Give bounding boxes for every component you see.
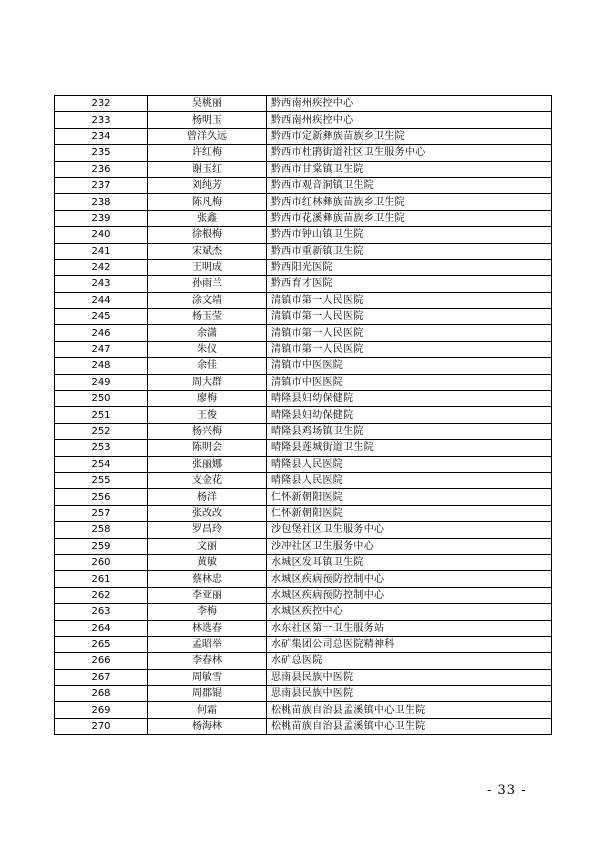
table-row bbox=[55, 407, 552, 423]
organization-cell: 黔西市定新彝族苗族乡卫生院 bbox=[267, 128, 552, 144]
table-row bbox=[55, 554, 552, 570]
person-name-cell: 王俊 bbox=[148, 407, 267, 423]
organization-cell: 黔西南州疾控中心 bbox=[267, 112, 552, 128]
row-number-cell: 237 bbox=[55, 177, 148, 193]
row-number-cell: 240 bbox=[55, 227, 148, 243]
organization-cell: 清镇市第一人民医院 bbox=[267, 292, 552, 308]
table-row bbox=[55, 472, 552, 488]
table-row bbox=[55, 718, 552, 734]
organization-cell: 清镇市中医医院 bbox=[267, 358, 552, 374]
organization-cell: 晴隆县妇幼保健院 bbox=[267, 407, 552, 423]
person-name-cell: 杨明玉 bbox=[148, 112, 267, 128]
row-number-cell: 259 bbox=[55, 538, 148, 554]
table-row bbox=[55, 145, 552, 161]
row-number-cell: 233 bbox=[55, 112, 148, 128]
table-row bbox=[55, 177, 552, 193]
person-name-cell: 余佳 bbox=[148, 358, 267, 374]
row-number-cell: 235 bbox=[55, 145, 148, 161]
organization-cell: 黔西南州疾控中心 bbox=[267, 96, 552, 112]
organization-cell: 黔西阳光医院 bbox=[267, 259, 552, 275]
person-name-cell: 李梅 bbox=[148, 604, 267, 620]
organization-cell: 晴隆县莲城街道卫生院 bbox=[267, 440, 552, 456]
row-number-cell: 256 bbox=[55, 489, 148, 505]
row-number-cell: 251 bbox=[55, 407, 148, 423]
row-number-cell: 239 bbox=[55, 210, 148, 226]
organization-cell: 黔西育才医院 bbox=[267, 276, 552, 292]
table-row bbox=[55, 194, 552, 210]
table-row bbox=[55, 653, 552, 669]
row-number-cell: 257 bbox=[55, 505, 148, 521]
person-name-cell: 何霜 bbox=[148, 702, 267, 718]
organization-cell: 水东社区第一卫生服务站 bbox=[267, 620, 552, 636]
person-name-cell: 杨兴梅 bbox=[148, 423, 267, 439]
row-number-cell: 264 bbox=[55, 620, 148, 636]
table-row bbox=[55, 161, 552, 177]
table-row bbox=[55, 571, 552, 587]
table-row bbox=[55, 620, 552, 636]
table-row bbox=[55, 96, 552, 112]
table-row bbox=[55, 128, 552, 144]
person-name-cell: 周大群 bbox=[148, 374, 267, 390]
row-number-cell: 242 bbox=[55, 259, 148, 275]
organization-cell: 仁怀新朝阳医院 bbox=[267, 489, 552, 505]
person-name-cell: 张丽娜 bbox=[148, 456, 267, 472]
row-number-cell: 269 bbox=[55, 702, 148, 718]
person-name-cell: 李亚丽 bbox=[148, 587, 267, 603]
organization-cell: 思南县民族中医院 bbox=[267, 686, 552, 702]
table-row bbox=[55, 210, 552, 226]
organization-cell: 黔西市杜鹃街道社区卫生服务中心 bbox=[267, 145, 552, 161]
person-name-cell: 涂文靖 bbox=[148, 292, 267, 308]
table-row bbox=[55, 391, 552, 407]
organization-cell: 清镇市第一人民医院 bbox=[267, 325, 552, 341]
organization-cell: 松桃苗族自治县孟溪镇中心卫生院 bbox=[267, 718, 552, 734]
table-row bbox=[55, 686, 552, 702]
person-name-cell: 蔡林忠 bbox=[148, 571, 267, 587]
row-number-cell: 234 bbox=[55, 128, 148, 144]
organization-cell: 松桃苗族自治县孟溪镇中心卫生院 bbox=[267, 702, 552, 718]
roster-table bbox=[54, 95, 552, 735]
organization-cell: 晴隆县鸡场镇卫生院 bbox=[267, 423, 552, 439]
person-name-cell: 黄敏 bbox=[148, 554, 267, 570]
page-number: - 33 - bbox=[487, 783, 527, 798]
table-row bbox=[55, 341, 552, 357]
row-number-cell: 250 bbox=[55, 391, 148, 407]
table-row bbox=[55, 227, 552, 243]
row-number-cell: 252 bbox=[55, 423, 148, 439]
table-row bbox=[55, 636, 552, 652]
person-name-cell: 张鑫 bbox=[148, 210, 267, 226]
organization-cell: 清镇市第一人民医院 bbox=[267, 309, 552, 325]
organization-cell: 黔西市重新镇卫生院 bbox=[267, 243, 552, 259]
row-number-cell: 238 bbox=[55, 194, 148, 210]
roster-table-body bbox=[55, 96, 552, 735]
organization-cell: 清镇市第一人民医院 bbox=[267, 341, 552, 357]
row-number-cell: 260 bbox=[55, 554, 148, 570]
organization-cell: 黔西市钟山镇卫生院 bbox=[267, 227, 552, 243]
person-name-cell: 朱仪 bbox=[148, 341, 267, 357]
organization-cell: 水矿集团公司总医院精神科 bbox=[267, 636, 552, 652]
row-number-cell: 232 bbox=[55, 96, 148, 112]
row-number-cell: 254 bbox=[55, 456, 148, 472]
row-number-cell: 261 bbox=[55, 571, 148, 587]
person-name-cell: 杨海林 bbox=[148, 718, 267, 734]
person-name-cell: 王明成 bbox=[148, 259, 267, 275]
person-name-cell: 杨玉莹 bbox=[148, 309, 267, 325]
person-name-cell: 张改改 bbox=[148, 505, 267, 521]
person-name-cell: 支金花 bbox=[148, 472, 267, 488]
table-row bbox=[55, 669, 552, 685]
row-number-cell: 265 bbox=[55, 636, 148, 652]
organization-cell: 水城区疾控中心 bbox=[267, 604, 552, 620]
organization-cell: 晴隆县人民医院 bbox=[267, 472, 552, 488]
table-row bbox=[55, 522, 552, 538]
person-name-cell: 谢玉红 bbox=[148, 161, 267, 177]
person-name-cell: 文丽 bbox=[148, 538, 267, 554]
table-row bbox=[55, 587, 552, 603]
row-number-cell: 241 bbox=[55, 243, 148, 259]
row-number-cell: 247 bbox=[55, 341, 148, 357]
organization-cell: 仁怀新朝阳医院 bbox=[267, 505, 552, 521]
person-name-cell: 陈凡梅 bbox=[148, 194, 267, 210]
row-number-cell: 245 bbox=[55, 309, 148, 325]
row-number-cell: 243 bbox=[55, 276, 148, 292]
table-row bbox=[55, 243, 552, 259]
row-number-cell: 248 bbox=[55, 358, 148, 374]
person-name-cell: 杨洋 bbox=[148, 489, 267, 505]
row-number-cell: 267 bbox=[55, 669, 148, 685]
table-row bbox=[55, 259, 552, 275]
row-number-cell: 270 bbox=[55, 718, 148, 734]
person-name-cell: 孙雨兰 bbox=[148, 276, 267, 292]
organization-cell: 晴隆县妇幼保健院 bbox=[267, 391, 552, 407]
table-row bbox=[55, 358, 552, 374]
person-name-cell: 余潇 bbox=[148, 325, 267, 341]
organization-cell: 水矿总医院 bbox=[267, 653, 552, 669]
person-name-cell: 廖梅 bbox=[148, 391, 267, 407]
organization-cell: 晴隆县人民医院 bbox=[267, 456, 552, 472]
table-row bbox=[55, 440, 552, 456]
person-name-cell: 徐根梅 bbox=[148, 227, 267, 243]
table-row bbox=[55, 292, 552, 308]
row-number-cell: 244 bbox=[55, 292, 148, 308]
person-name-cell: 孟昭举 bbox=[148, 636, 267, 652]
row-number-cell: 236 bbox=[55, 161, 148, 177]
row-number-cell: 249 bbox=[55, 374, 148, 390]
table-row bbox=[55, 423, 552, 439]
person-name-cell: 宋斌杰 bbox=[148, 243, 267, 259]
table-row bbox=[55, 538, 552, 554]
person-name-cell: 刘纯芳 bbox=[148, 177, 267, 193]
row-number-cell: 263 bbox=[55, 604, 148, 620]
person-name-cell: 周敏雪 bbox=[148, 669, 267, 685]
person-name-cell: 吴桃丽 bbox=[148, 96, 267, 112]
table-row bbox=[55, 276, 552, 292]
organization-cell: 思南县民族中医院 bbox=[267, 669, 552, 685]
row-number-cell: 246 bbox=[55, 325, 148, 341]
row-number-cell: 255 bbox=[55, 472, 148, 488]
table-row bbox=[55, 374, 552, 390]
row-number-cell: 266 bbox=[55, 653, 148, 669]
table-row bbox=[55, 309, 552, 325]
organization-cell: 黔西市观音洞镇卫生院 bbox=[267, 177, 552, 193]
organization-cell: 黔西市红林彝族苗族乡卫生院 bbox=[267, 194, 552, 210]
person-name-cell: 林选春 bbox=[148, 620, 267, 636]
table-row bbox=[55, 456, 552, 472]
row-number-cell: 268 bbox=[55, 686, 148, 702]
organization-cell: 黔西市花溪彝族苗族乡卫生院 bbox=[267, 210, 552, 226]
organization-cell: 黔西市甘棠镇卫生院 bbox=[267, 161, 552, 177]
table-row bbox=[55, 604, 552, 620]
table-row bbox=[55, 702, 552, 718]
person-name-cell: 陈明会 bbox=[148, 440, 267, 456]
organization-cell: 清镇市中医医院 bbox=[267, 374, 552, 390]
person-name-cell: 许红梅 bbox=[148, 145, 267, 161]
person-name-cell: 罗昌玲 bbox=[148, 522, 267, 538]
table-row bbox=[55, 325, 552, 341]
person-name-cell: 周郡锟 bbox=[148, 686, 267, 702]
table-row bbox=[55, 489, 552, 505]
organization-cell: 水城区疾病预防控制中心 bbox=[267, 571, 552, 587]
organization-cell: 沙包堡社区卫生服务中心 bbox=[267, 522, 552, 538]
row-number-cell: 258 bbox=[55, 522, 148, 538]
row-number-cell: 253 bbox=[55, 440, 148, 456]
person-name-cell: 曾洋久远 bbox=[148, 128, 267, 144]
table-row bbox=[55, 505, 552, 521]
person-name-cell: 李春林 bbox=[148, 653, 267, 669]
organization-cell: 水城区疾病预防控制中心 bbox=[267, 587, 552, 603]
organization-cell: 沙冲社区卫生服务中心 bbox=[267, 538, 552, 554]
organization-cell: 水城区发耳镇卫生院 bbox=[267, 554, 552, 570]
table-row bbox=[55, 112, 552, 128]
row-number-cell: 262 bbox=[55, 587, 148, 603]
